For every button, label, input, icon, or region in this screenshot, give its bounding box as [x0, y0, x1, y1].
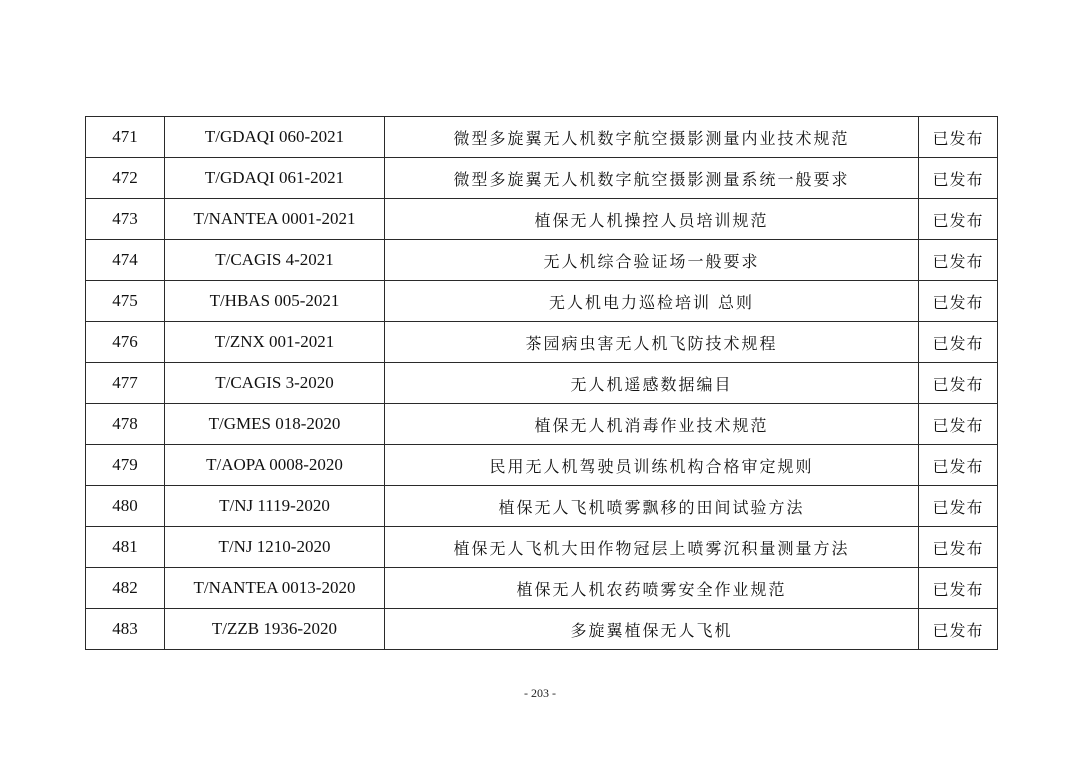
standard-name-cell: 植保无人机消毒作业技术规范: [385, 404, 919, 445]
status-cell: 已发布: [919, 158, 998, 199]
standard-code-cell: T/ZZB 1936-2020: [165, 609, 385, 650]
table-row: [86, 363, 998, 404]
table-row: [86, 199, 998, 240]
table-row: [86, 322, 998, 363]
standard-code-cell: T/GDAQI 061-2021: [165, 158, 385, 199]
status-cell: 已发布: [919, 240, 998, 281]
row-number-cell: 480: [86, 486, 165, 527]
row-number-cell: 473: [86, 199, 165, 240]
table-row: [86, 568, 998, 609]
row-number-cell: 482: [86, 568, 165, 609]
table-row: [86, 527, 998, 568]
standard-code-cell: T/GDAQI 060-2021: [165, 117, 385, 158]
row-number-cell: 476: [86, 322, 165, 363]
status-cell: 已发布: [919, 199, 998, 240]
table-row: [86, 404, 998, 445]
row-number-cell: 483: [86, 609, 165, 650]
standard-code-cell: T/CAGIS 3-2020: [165, 363, 385, 404]
standard-name-cell: 茶园病虫害无人机飞防技术规程: [385, 322, 919, 363]
status-cell: 已发布: [919, 281, 998, 322]
standard-code-cell: T/GMES 018-2020: [165, 404, 385, 445]
row-number-cell: 481: [86, 527, 165, 568]
status-cell: 已发布: [919, 568, 998, 609]
standard-name-cell: 无人机电力巡检培训 总则: [385, 281, 919, 322]
standard-name-cell: 无人机综合验证场一般要求: [385, 240, 919, 281]
standards-table: [85, 116, 998, 650]
standard-name-cell: 微型多旋翼无人机数字航空摄影测量内业技术规范: [385, 117, 919, 158]
row-number-cell: 474: [86, 240, 165, 281]
table-row: [86, 281, 998, 322]
status-cell: 已发布: [919, 404, 998, 445]
standard-code-cell: T/NJ 1210-2020: [165, 527, 385, 568]
standard-name-cell: 微型多旋翼无人机数字航空摄影测量系统一般要求: [385, 158, 919, 199]
status-cell: 已发布: [919, 363, 998, 404]
standard-code-cell: T/NANTEA 0013-2020: [165, 568, 385, 609]
row-number-cell: 479: [86, 445, 165, 486]
status-cell: 已发布: [919, 486, 998, 527]
standard-code-cell: T/ZNX 001-2021: [165, 322, 385, 363]
status-cell: 已发布: [919, 609, 998, 650]
table-row: [86, 609, 998, 650]
standard-code-cell: T/AOPA 0008-2020: [165, 445, 385, 486]
status-cell: 已发布: [919, 445, 998, 486]
row-number-cell: 475: [86, 281, 165, 322]
standard-name-cell: 民用无人机驾驶员训练机构合格审定规则: [385, 445, 919, 486]
standard-name-cell: 植保无人飞机喷雾飘移的田间试验方法: [385, 486, 919, 527]
standard-name-cell: 植保无人飞机大田作物冠层上喷雾沉积量测量方法: [385, 527, 919, 568]
standard-name-cell: 无人机遥感数据编目: [385, 363, 919, 404]
table-row: [86, 240, 998, 281]
table-row: [86, 117, 998, 158]
standard-code-cell: T/NJ 1119-2020: [165, 486, 385, 527]
row-number-cell: 477: [86, 363, 165, 404]
standard-name-cell: 植保无人机操控人员培训规范: [385, 199, 919, 240]
status-cell: 已发布: [919, 527, 998, 568]
table-row: [86, 486, 998, 527]
standard-code-cell: T/CAGIS 4-2021: [165, 240, 385, 281]
standard-name-cell: 植保无人机农药喷雾安全作业规范: [385, 568, 919, 609]
row-number-cell: 471: [86, 117, 165, 158]
standard-code-cell: T/HBAS 005-2021: [165, 281, 385, 322]
row-number-cell: 478: [86, 404, 165, 445]
page-number: - 203 -: [524, 686, 556, 700]
table-row: [86, 445, 998, 486]
table-row: [86, 158, 998, 199]
status-cell: 已发布: [919, 322, 998, 363]
status-cell: 已发布: [919, 117, 998, 158]
standard-code-cell: T/NANTEA 0001-2021: [165, 199, 385, 240]
standard-name-cell: 多旋翼植保无人飞机: [385, 609, 919, 650]
standards-table-body: [86, 117, 998, 650]
row-number-cell: 472: [86, 158, 165, 199]
